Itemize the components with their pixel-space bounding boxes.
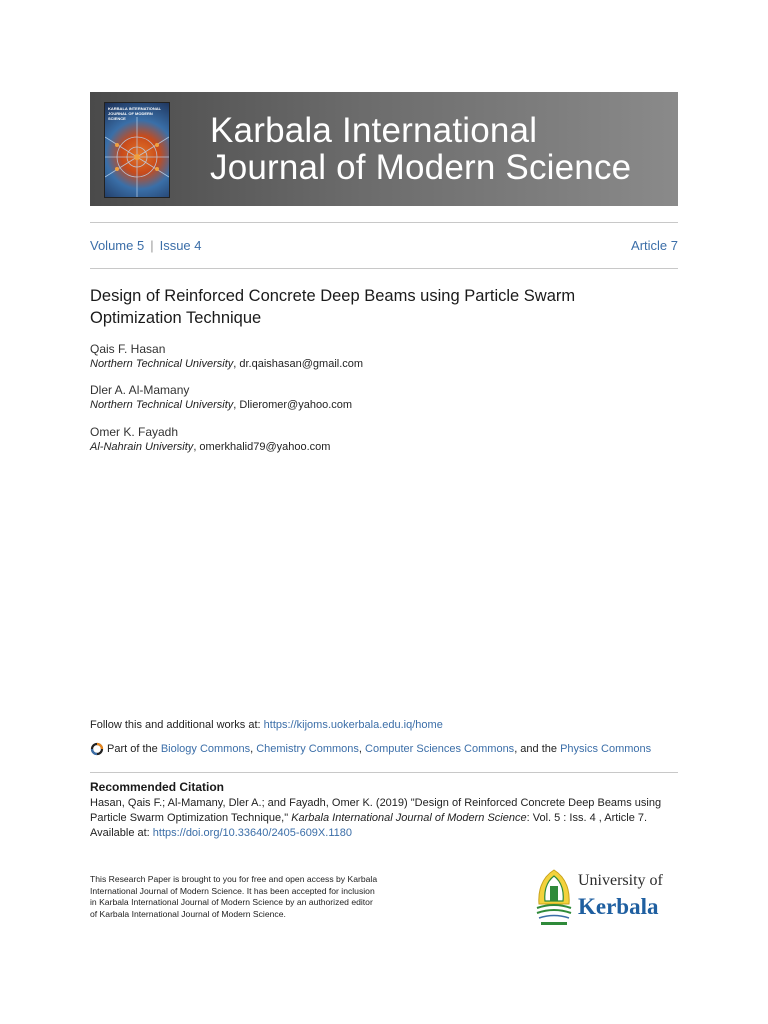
author-affiliation: Northern Technical University <box>90 358 234 370</box>
journal-title-line1: Karbala International <box>210 111 538 150</box>
author-name: Omer K. Fayadh <box>90 425 179 439</box>
journal-cover-image <box>104 102 170 198</box>
citation-volume: : Vol. 5 : Iss. 4 , Article 7. <box>526 812 648 824</box>
volume-link[interactable]: Volume 5 <box>90 238 145 253</box>
part-of-prefix: Part of the <box>107 743 161 755</box>
author-affiliation: Northern Technical University <box>90 399 234 411</box>
author-name: Dler A. Al-Mamany <box>90 383 190 397</box>
author-email: , Dlieromer@yahoo.com <box>233 399 353 411</box>
article-title: Design of Reinforced Concrete Deep Beams using Particle Swarm Optimization Technique <box>90 287 576 327</box>
follow-text: Follow this and additional works at: <box>90 719 264 731</box>
university-name-line2: Kerbala <box>578 894 659 919</box>
author-entry <box>90 425 330 455</box>
network-icon <box>90 742 104 759</box>
journal-title-line2: Journal of Modern Science <box>210 148 632 187</box>
part-of-line <box>90 742 651 759</box>
university-logo <box>533 866 678 928</box>
separator: , <box>358 743 366 755</box>
chemistry-commons-link[interactable]: Chemistry Commons <box>256 743 359 755</box>
physics-commons-link[interactable]: Physics Commons <box>560 743 652 755</box>
divider <box>90 268 678 269</box>
university-emblem-icon <box>533 868 575 928</box>
divider <box>90 222 678 223</box>
issue-info: Volume 5 | Issue 4 Article 7 <box>90 238 678 253</box>
author-email: , dr.qaishasan@gmail.com <box>233 358 364 370</box>
article-link[interactable]: Article 7 <box>631 238 678 253</box>
home-link[interactable]: https://kijoms.uokerbala.edu.iq/home <box>263 719 443 731</box>
available-at-label: Available at: <box>90 827 153 839</box>
open-access-note: This Research Paper is brought to you for free and open access by Karbala International Journal of Modern Science. It has been accepted for inclusion in Karbala International Journal of Modern Science by an authorized editor of Karbala International Journal of Modern Science. <box>90 874 378 919</box>
university-name-line1: University of <box>578 872 663 889</box>
author-email: , omerkhalid79@yahoo.com <box>193 441 331 453</box>
author-name: Qais F. Hasan <box>90 342 166 356</box>
author-affiliation: Al-Nahrain University <box>90 441 194 453</box>
author-entry <box>90 383 352 413</box>
follow-line <box>90 719 443 731</box>
cover-title: KARBALA INTERNATIONAL JOURNAL OF MODERN SCIENCE <box>108 106 162 121</box>
author-entry <box>90 342 363 372</box>
computer-sciences-commons-link[interactable]: Computer Sciences Commons <box>365 743 515 755</box>
journal-banner <box>90 92 678 206</box>
doi-link[interactable]: https://doi.org/10.33640/2405-609X.1180 <box>152 827 352 839</box>
issue-link[interactable]: Issue 4 <box>159 238 202 253</box>
citation-text <box>90 796 678 841</box>
journal-title <box>210 112 631 186</box>
biology-commons-link[interactable]: Biology Commons <box>160 743 251 755</box>
recommended-citation-heading: Recommended Citation <box>90 780 225 794</box>
separator: , and the <box>514 743 561 755</box>
divider <box>90 772 678 773</box>
separator: , <box>250 743 257 755</box>
citation-journal: Karbala International Journal of Modern Science <box>291 812 527 824</box>
citation-body: Hasan, Qais F.; Al-Mamany, Dler A.; and Fayadh, Omer K. (2019) "Design of Reinforced Concrete Deep Beams using Particle Swarm Optimization Technique," <box>90 797 662 824</box>
